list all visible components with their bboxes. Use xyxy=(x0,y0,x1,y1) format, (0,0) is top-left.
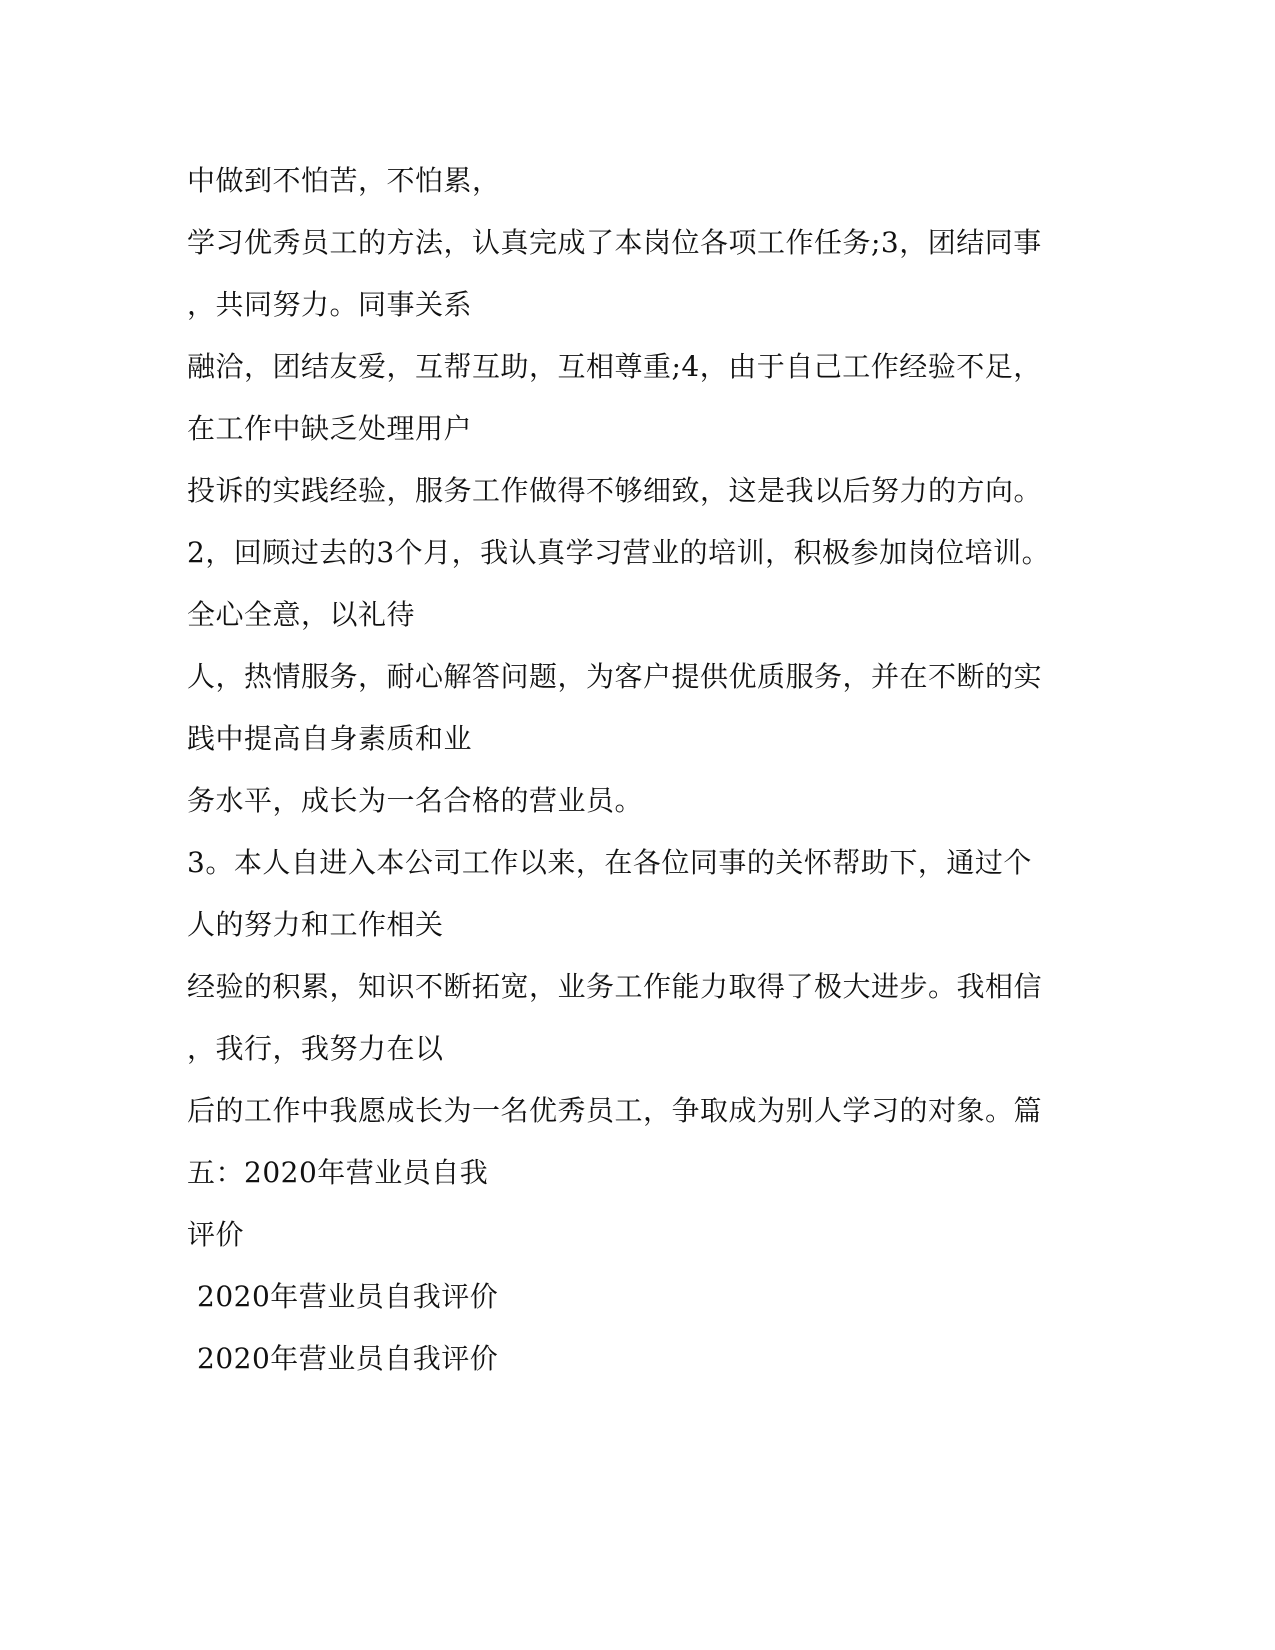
text-line: ，共同努力。同事关系 xyxy=(187,288,473,321)
section-heading: 2020年营业员自我评价 xyxy=(197,1280,499,1313)
text-line: 人的努力和工作相关 xyxy=(187,908,444,941)
text-line: 2，回顾过去的3个月，我认真学习营业的培训，积极参加岗位培训。 xyxy=(187,536,1051,569)
text-line: 融洽，团结友爱，互帮互助，互相尊重;4，由于自己工作经验不足， xyxy=(187,350,1042,383)
text-line: 投诉的实践经验，服务工作做得不够细致，这是我以后努力的方向。 xyxy=(187,474,1043,507)
text-line: 人，热情服务，耐心解答问题，为客户提供优质服务，并在不断的实 xyxy=(187,660,1043,693)
text-line: 全心全意，以礼待 xyxy=(187,598,416,631)
text-line: 后的工作中我愿成长为一名优秀员工，争取成为别人学习的对象。篇 xyxy=(187,1094,1043,1127)
text-line: 五：2020年营业员自我 xyxy=(187,1156,489,1189)
text-line: 在工作中缺乏处理用户 xyxy=(187,412,473,445)
text-line: 践中提高自身素质和业 xyxy=(187,722,473,755)
text-line: 学习优秀员工的方法，认真完成了本岗位各项工作任务;3，团结同事 xyxy=(187,226,1042,259)
section-heading: 2020年营业员自我评价 xyxy=(197,1342,499,1375)
text-line: 经验的积累，知识不断拓宽，业务工作能力取得了极大进步。我相信 xyxy=(187,970,1043,1003)
text-line: ，我行，我努力在以 xyxy=(187,1032,444,1065)
text-line: 务水平，成长为一名合格的营业员。 xyxy=(187,784,644,817)
text-line: 中做到不怕苦，不怕累， xyxy=(187,164,501,197)
text-line: 3。本人自进入本公司工作以来，在各位同事的关怀帮助下，通过个 xyxy=(187,846,1032,879)
text-line: 评价 xyxy=(187,1218,245,1251)
